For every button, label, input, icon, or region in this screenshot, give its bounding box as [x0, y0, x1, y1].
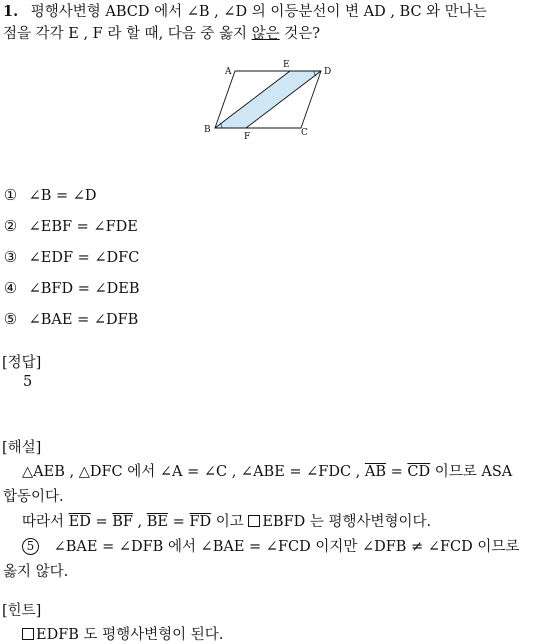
choice-text: ∠EDF = ∠DFC [28, 250, 140, 266]
hint-line [22, 623, 223, 644]
segment-FD: $\overline{FD}$ [189, 514, 212, 530]
label-A: A [225, 67, 232, 77]
choice-text: ∠BFD = ∠DEB [28, 281, 140, 297]
explanation-line-2: 합동이다. [3, 489, 64, 505]
segment-ED: $\overline{ED}$ [68, 514, 91, 530]
explanation-text: 따라서 [22, 514, 69, 530]
circled-five-icon: 5 [22, 538, 39, 555]
answer-value: 5 [23, 374, 33, 390]
label-B: B [204, 125, 211, 135]
question-text-2-end: 것은? [279, 26, 321, 42]
hint-heading: [힌트] [2, 603, 42, 619]
label-F: F [244, 132, 251, 142]
choice-marker: ④ [3, 279, 18, 297]
choice-3[interactable] [3, 248, 139, 266]
choice-text: ∠B = ∠D [28, 188, 97, 204]
segment-BE: $\overline{BE}$ [146, 514, 169, 530]
segment-AB: $\overline{AB}$ [364, 464, 387, 480]
label-E: E [283, 60, 290, 70]
explanation-line-5: 옳지 않다. [3, 564, 69, 580]
shaded-parallelogram [215, 71, 321, 128]
choice-marker: ⑤ [3, 310, 18, 328]
hint-text: EDFB 도 평행사변형이 된다. [36, 627, 224, 643]
square-symbol-icon [248, 515, 260, 527]
label-D: D [324, 67, 332, 77]
explanation-line-4 [22, 535, 519, 556]
explanation-heading: [해설] [2, 440, 42, 456]
choice-5[interactable] [3, 310, 138, 328]
separator: , [132, 514, 147, 530]
choice-marker: ① [3, 186, 18, 204]
choice-4[interactable] [3, 279, 139, 297]
question-text-2: 점을 각각 E , F 라 할 때, 다음 중 옳지 [3, 26, 252, 42]
parallelogram-figure [195, 60, 345, 150]
underlined-word: 않은 [251, 26, 280, 42]
answer-heading: [정답] [2, 355, 42, 371]
equals-sign: = [168, 514, 190, 530]
explanation-text: 이고 [211, 514, 249, 530]
equals-sign: = [90, 514, 113, 530]
explanation-text: △AEB , △DFC 에서 ∠A = ∠C , ∠ABE = ∠FDC , [22, 464, 365, 480]
segment-CD: $\overline{CD}$ [407, 464, 431, 480]
choice-1[interactable] [3, 186, 97, 204]
explanation-text: 이므로 ASA [430, 464, 513, 480]
explanation-text: ∠BAE = ∠DFB 에서 ∠BAE = ∠FCD 이지만 ∠DFB ≠ ∠FCD 이므로 [53, 539, 520, 555]
choice-2[interactable] [3, 217, 138, 235]
question-line-2 [3, 22, 320, 43]
segment-BF: $\overline{BF}$ [112, 514, 133, 530]
question-line-1 [3, 0, 487, 21]
choice-marker: ③ [3, 248, 18, 266]
label-C: C [301, 128, 308, 138]
choice-text: ∠BAE = ∠DFB [28, 312, 139, 328]
question-text-1: 평행사변형 ABCD 에서 ∠B , ∠D 의 이등분선이 변 AD , BC 와 만나는 [30, 4, 487, 20]
choice-text: ∠EBF = ∠FDE [28, 219, 138, 235]
explanation-line-3 [22, 510, 431, 531]
square-symbol-icon [22, 628, 34, 640]
choice-marker: ② [3, 217, 18, 235]
equals-sign: = [386, 464, 408, 480]
question-number: 1. [3, 3, 19, 20]
explanation-line-1 [22, 460, 512, 481]
explanation-text: EBFD 는 평행사변형이다. [262, 514, 432, 530]
